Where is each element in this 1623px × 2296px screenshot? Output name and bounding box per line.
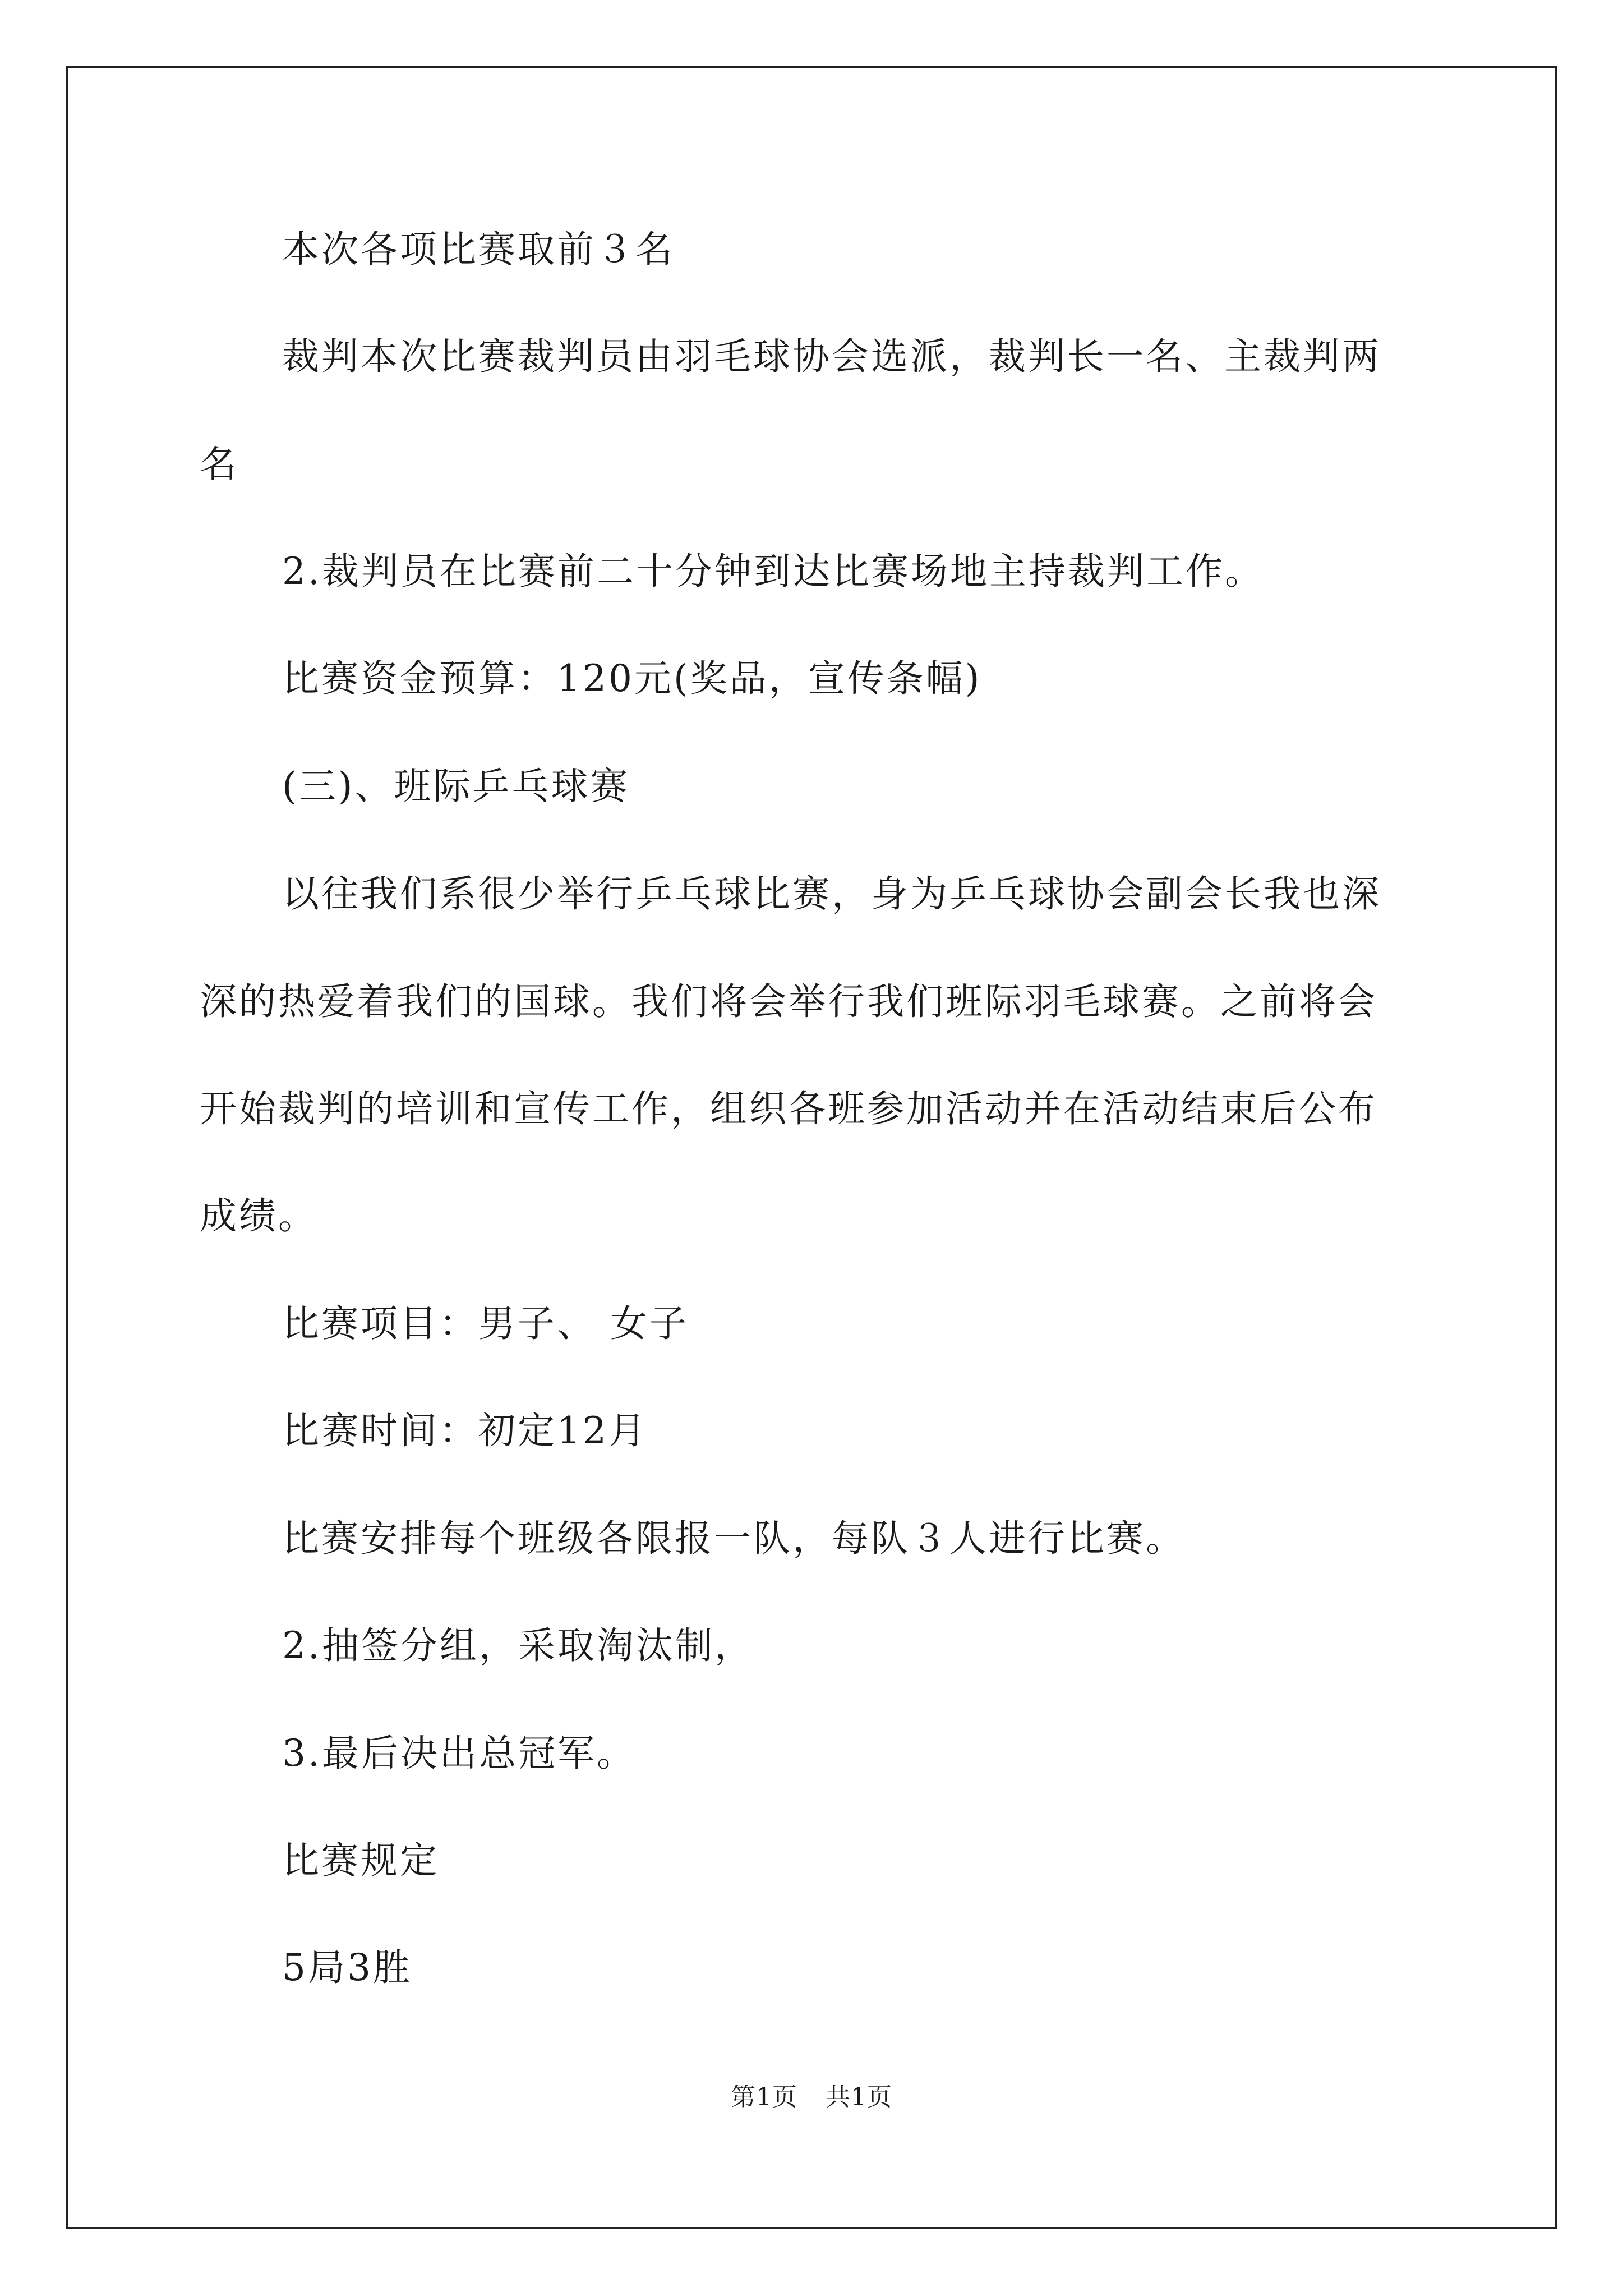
text-line-4: 2.裁判员在比赛前二十分钟到达比赛场地主持裁判工作。: [282, 550, 1264, 593]
text-line-17: 5局3胜: [282, 1946, 412, 1989]
page-footer: [0, 2082, 1623, 2113]
text-line-7: 以往我们系很少举行乒乓球比赛，身为乒乓球协会副会长我也深: [282, 872, 1381, 915]
text-line-15: 3.最后决出总冠军。: [282, 1732, 636, 1775]
section-heading: (三)、班际乒乓球赛: [282, 765, 630, 808]
text-line-11: 比赛项目：男子、 女子: [282, 1302, 689, 1345]
page-number-current: 第1页: [731, 2083, 797, 2111]
text-line-13: 比赛安排每个班级各限报一队，每队３人进行比赛。: [282, 1517, 1185, 1560]
text-line-5: 比赛资金预算：120元(奖品，宣传条幅): [282, 657, 982, 700]
text-line-9: 开始裁判的培训和宣传工作，组织各班参加活动并在活动结束后公布: [200, 1087, 1377, 1130]
text-line-2: 裁判本次比赛裁判员由羽毛球协会选派，裁判长一名、主裁判两: [282, 335, 1381, 378]
text-line-12: 比赛时间：初定12月: [282, 1409, 648, 1452]
page-border: [66, 66, 1557, 2229]
text-line-3: 名: [200, 443, 239, 486]
page-number-total: 共1页: [826, 2083, 892, 2111]
text-line-14: 2.抽签分组，采取淘汰制，: [282, 1624, 754, 1667]
text-line-1: 本次各项比赛取前３名: [282, 228, 675, 271]
text-line-16: 比赛规定: [282, 1839, 439, 1882]
text-line-8: 深的热爱着我们的国球。我们将会举行我们班际羽毛球赛。之前将会: [200, 980, 1377, 1023]
text-line-10: 成绩。: [200, 1194, 317, 1237]
